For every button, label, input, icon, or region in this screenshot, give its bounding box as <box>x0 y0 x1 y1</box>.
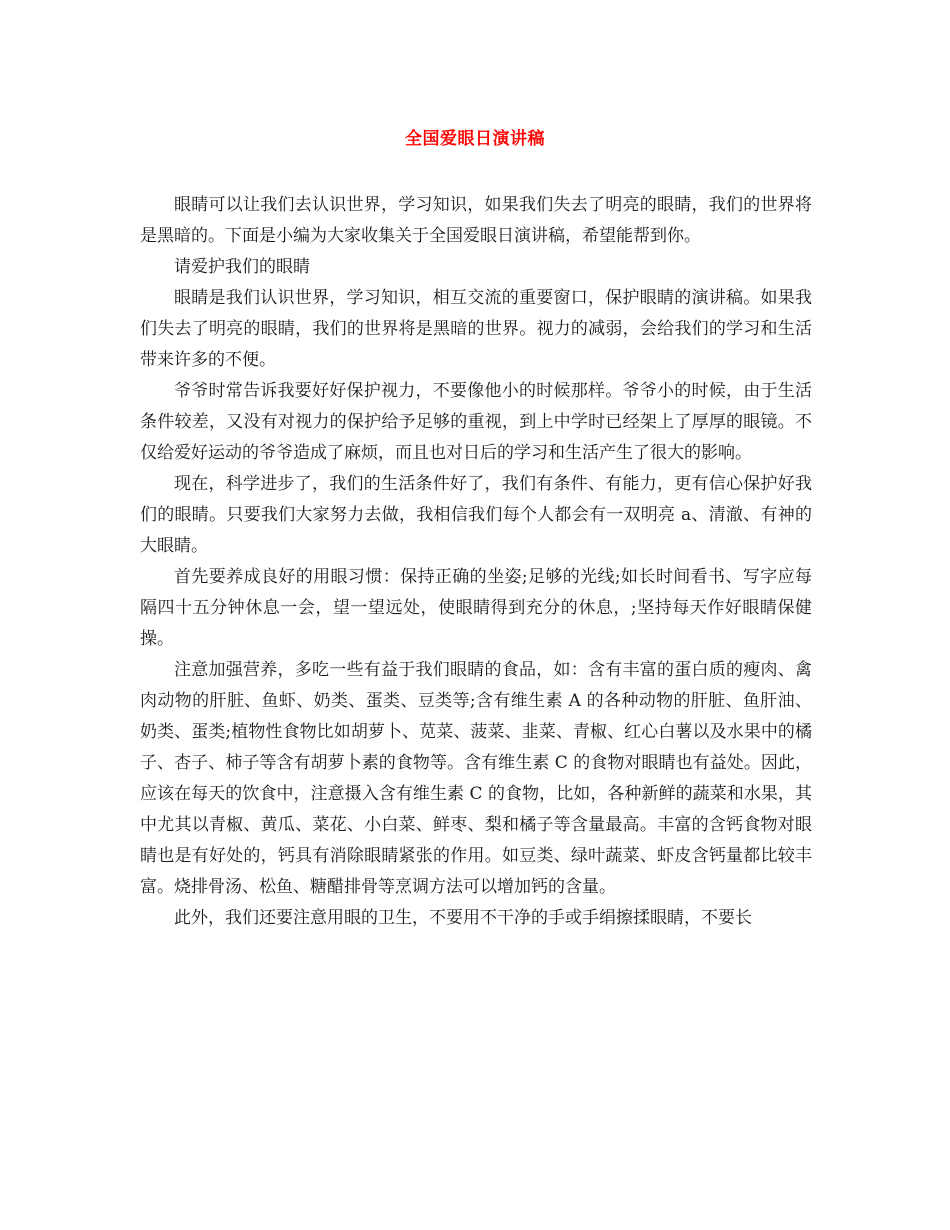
page-title: 全国爱眼日演讲稿 <box>405 129 545 149</box>
paragraph: 眼睛是我们认识世界，学习知识，相互交流的重要窗口，保护眼睛的演讲稿。如果我们失去了明亮的眼睛，我们的世界将是黑暗的世界。视力的减弱，会给我们的学习和生活带来许多的不便。 <box>140 288 812 370</box>
paragraph: 现在，科学进步了，我们的生活条件好了，我们有条件、有能力，更有信心保护好我们的眼睛。只要我们大家努力去做，我相信我们每个人都会有一双明亮 a、清澈、有神的大眼睛。 <box>140 474 812 556</box>
paragraph: 爷爷时常告诉我要好好保护视力，不要像他小的时候那样。爷爷小的时候，由于生活条件较差，又没有对视力的保护给予足够的重视，到上中学时已经架上了厚厚的眼镜。不仅给爱好运动的爷爷造成了麻烦，而且也对日后的学习和生活产生了很大的影响。 <box>140 381 812 463</box>
paragraph: 注意加强营养，多吃一些有益于我们眼睛的食品，如：含有丰富的蛋白质的瘦肉、禽肉动物的肝脏、鱼虾、奶类、蛋类、豆类等;含有维生素 A 的各种动物的肝脏、鱼肝油、奶类、蛋类;植物性食物比如胡萝卜、苋菜、菠菜、韭菜、青椒、红心白薯以及水果中的橘子、杏子、柿子等含有胡萝卜素的食物等。含有维生素 C 的食物对眼睛也有益处。因此，应该在每天的饮食中，注意摄入含有维生素 C 的食物，比如，各种新鲜的蔬菜和水果，其中尤其以青椒、黄瓜、菜花、小白菜、鲜枣、梨和橘子等含量最高。丰富的含钙食物对眼睛也是有好处的，钙具有消除眼睛紧张的作用。如豆类、绿叶蔬菜、虾皮含钙量都比较丰富。烧排骨汤、松鱼、糖醋排骨等烹调方法可以增加钙的含量。 <box>140 660 812 897</box>
paragraph: 首先要养成良好的用眼习惯：保持正确的坐姿;足够的光线;如长时间看书、写字应每隔四十五分钟休息一会，望一望远处，使眼睛得到充分的休息，;坚持每天作好眼睛保健操。 <box>140 567 812 649</box>
paragraph: 眼睛可以让我们去认识世界，学习知识，如果我们失去了明亮的眼睛，我们的世界将是黑暗的。下面是小编为大家收集关于全国爱眼日演讲稿，希望能帮到你。 <box>140 195 812 246</box>
paragraph: 请爱护我们的眼睛 <box>174 257 310 277</box>
document-body <box>140 190 812 934</box>
paragraph: 此外，我们还要注意用眼的卫生，不要用不干净的手或手绢擦揉眼睛，不要长 <box>174 908 752 928</box>
